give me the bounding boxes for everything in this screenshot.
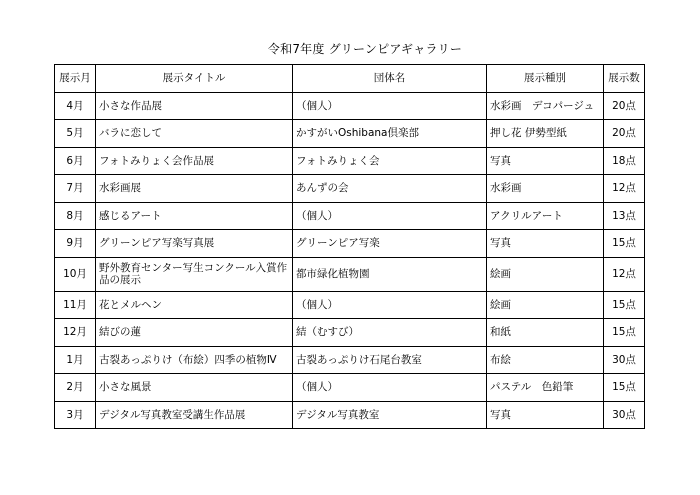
table-row [55, 374, 645, 402]
cell-exhibit-title: 結びの蓮 [96, 319, 293, 347]
table-row [55, 202, 645, 230]
cell-count: 15点 [604, 291, 645, 319]
cell-month: 9月 [55, 230, 96, 258]
cell-kind: 水彩画 [487, 175, 604, 203]
cell-count: 15点 [604, 230, 645, 258]
table-row [55, 175, 645, 203]
cell-month: 6月 [55, 147, 96, 175]
cell-count: 15点 [604, 319, 645, 347]
cell-group: （個人） [293, 92, 487, 120]
cell-count: 12点 [604, 175, 645, 203]
document-title: 令和7年度 グリーンピアギャラリー [267, 42, 463, 56]
cell-exhibit-title: 小さな作品展 [96, 92, 293, 120]
cell-group: 古裂あっぷりけ石尾台教室 [293, 346, 487, 374]
cell-exhibit-title: 古裂あっぷりけ（布絵）四季の植物Ⅳ [96, 346, 293, 374]
cell-month: 7月 [55, 175, 96, 203]
cell-group: （個人） [293, 374, 487, 402]
cell-month: 12月 [55, 319, 96, 347]
cell-exhibit-title: バラに恋して [96, 120, 293, 148]
header-count: 展示数 [604, 65, 645, 93]
cell-group: （個人） [293, 202, 487, 230]
table-row [55, 230, 645, 258]
cell-exhibit-title: 水彩画展 [96, 175, 293, 203]
cell-count: 18点 [604, 147, 645, 175]
cell-exhibit-title: デジタル写真教室受講生作品展 [96, 401, 293, 429]
cell-kind: 水彩画 デコパージュ [487, 92, 604, 120]
cell-month: 10月 [55, 257, 96, 291]
cell-group: 都市緑化植物園 [293, 257, 487, 291]
header-kind: 展示種別 [487, 65, 604, 93]
exhibition-schedule-table [54, 64, 645, 429]
cell-kind: 写真 [487, 401, 604, 429]
table-row [55, 319, 645, 347]
cell-count: 15点 [604, 374, 645, 402]
cell-group: かすがいOshibana倶楽部 [293, 120, 487, 148]
cell-kind: 写真 [487, 147, 604, 175]
cell-group: グリーンピア写楽 [293, 230, 487, 258]
cell-count: 30点 [604, 401, 645, 429]
table-row [55, 120, 645, 148]
cell-exhibit-title: 感じるアート [96, 202, 293, 230]
cell-exhibit-title: グリーンピア写楽写真展 [96, 230, 293, 258]
cell-month: 4月 [55, 92, 96, 120]
cell-kind: 絵画 [487, 257, 604, 291]
table-row [55, 147, 645, 175]
cell-exhibit-title: 花とメルヘン [96, 291, 293, 319]
cell-count: 30点 [604, 346, 645, 374]
cell-month: 11月 [55, 291, 96, 319]
cell-kind: 写真 [487, 230, 604, 258]
cell-count: 20点 [604, 92, 645, 120]
header-group: 団体名 [293, 65, 487, 93]
cell-count: 12点 [604, 257, 645, 291]
cell-kind: 和紙 [487, 319, 604, 347]
cell-month: 3月 [55, 401, 96, 429]
cell-month: 5月 [55, 120, 96, 148]
cell-kind: 布絵 [487, 346, 604, 374]
header-month: 展示月 [55, 65, 96, 93]
cell-month: 2月 [55, 374, 96, 402]
cell-exhibit-title: 小さな風景 [96, 374, 293, 402]
cell-count: 20点 [604, 120, 645, 148]
table-row [55, 346, 645, 374]
table-row [55, 401, 645, 429]
cell-kind: アクリルアート [487, 202, 604, 230]
cell-group: あんずの会 [293, 175, 487, 203]
table-row [55, 257, 645, 291]
table-row [55, 92, 645, 120]
cell-kind: 押し花 伊勢型紙 [487, 120, 604, 148]
header-exhibit-title: 展示タイトル [96, 65, 293, 93]
cell-kind: 絵画 [487, 291, 604, 319]
cell-exhibit-title: 野外教育センター写生コンクール入賞作品の展示 [96, 257, 293, 291]
cell-month: 8月 [55, 202, 96, 230]
cell-month: 1月 [55, 346, 96, 374]
cell-kind: パステル 色鉛筆 [487, 374, 604, 402]
cell-group: 結（むすび） [293, 319, 487, 347]
cell-group: （個人） [293, 291, 487, 319]
cell-group: フォトみりょく会 [293, 147, 487, 175]
cell-exhibit-title: フォトみりょく会作品展 [96, 147, 293, 175]
cell-group: デジタル写真教室 [293, 401, 487, 429]
header-row [55, 65, 645, 93]
table-row [55, 291, 645, 319]
cell-count: 13点 [604, 202, 645, 230]
